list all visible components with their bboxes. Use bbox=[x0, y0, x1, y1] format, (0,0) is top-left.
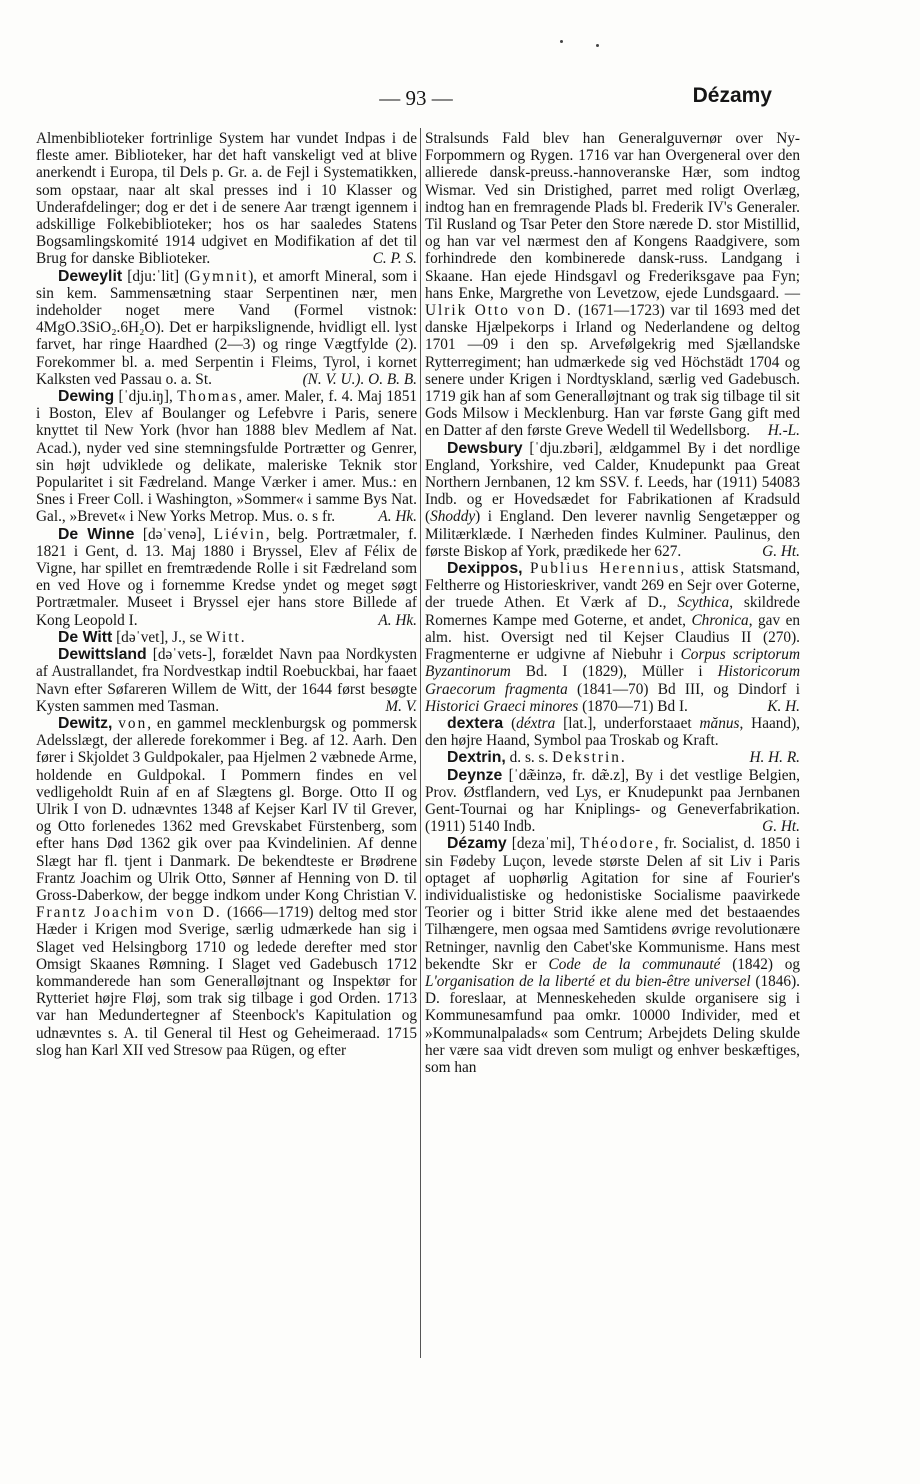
headword: Dézamy bbox=[447, 835, 507, 853]
entry-deynze: Deynze [ˈdæ̃inzə, fr. dæ̃.z], By i det vestlige Belgien, Prov. Østflandern, ved Lys, er Knudepunkt paa Jernbanen Gent-Tournai og har Kniplings- og Geneverfabrikation. (1911) 5140 Indb. G. Ht. bbox=[425, 766, 800, 836]
headword: Deynze bbox=[447, 766, 503, 784]
page-header bbox=[0, 84, 920, 116]
headword: Dewitz, bbox=[58, 714, 113, 732]
print-speck bbox=[596, 44, 599, 47]
headword: Dewittsland bbox=[58, 646, 147, 664]
author-signature: M. V. bbox=[385, 697, 417, 715]
entry-continuation: Almenbiblioteker fortrinlige System har vundet Indpas i de fleste amer. Biblioteker, har det haft vanskeligt ved at blive anerkendt i Europa, til Dels p. Gr. a. de Fejl i Systematikken, som opstaar, naar alt skal presses ind i 10 Klasser og Underafdelinger; dog er det i de senere Aar trængt igennem i adskillige Folkebiblioteker; hos os har saaledes Statens Bogsamlingskomité 1914 udgivet en Modifikation af det til Brug for danske Biblioteker. C. P. S. bbox=[36, 130, 417, 268]
author-signature: G. Ht. bbox=[762, 542, 800, 560]
entry-dewitz: Dewitz, von, en gammel mecklenburgsk og pommersk Adelsslægt, der allerede forekommer i Beg. af 12. Aarh. Den fører i Skjoldet 3 Guldpokaler, paa Hjelmen 2 væbnede Arme, holdende en Guldpokal. I Pommern findes en vel vedligeholdt Ruin af en af Slægtens gl. Borge. Otto II og Ulrik I von D. udnævntes 1348 af Kejser Karl IV til Grever, og Otto forlenedes 1362 med Grevskabet Fürstenberg, som efter hans Død 1362 gik over paa Kvindelinien. Af denne Slægt har fl. tjent i Danmark. De bekendteste er Brødrene Frantz Joachim og Ulrik Otto, Sønner af Henning von D. til Gross-Daberkow, der begge indkom under Kong Christian V. Frantz Joachim von D. (1666—1719) deltog med stor Hæder i Krigen mod Sverige, særlig udmærkede han sig i Slaget ved Helsingborg 1710 og ledede derefter med stor Omsigt Skaanes Rømning. I Slaget ved Gadebusch 1712 kommanderede han som Generalløjtnant og Inspektør for Rytteriet højre Fløj, som trak sig tilbage i god Orden. 1713 var han Medundertegner af Steenbock's Kapitulation og udnævntes s. A. til General til Hest og Geheimeraad. 1715 slog han Karl XII ved Stresow paa Rügen, og efter bbox=[36, 714, 417, 1059]
author-signature: A. Hk. bbox=[378, 611, 417, 629]
entry-dewsbury: Dewsbury [ˈdju.zbəri], ældgammel By i det nordlige England, Yorkshire, ved Calder, Knudepunkt paa Great Northern Jernbanen, 12 km SSV. f. Leeds, har (1911) 54083 Indb. og er Hovedsædet for Fabrikationen af Kradsuld (Shoddy) i England. Den leverer navnlig Sengetæpper og Militærklæde. I Nærheden findes Kulminer. Paulinus, den første Biskop af York, prædikede her 627. G. Ht. bbox=[425, 439, 800, 560]
entry-de-winne: De Winne [dəˈvenə], Liévin, belg. Portrætmaler, f. 1821 i Gent, d. 13. Maj 1880 i Bryssel, Elev af Félix de Vigne, har spillet en fremtrædende Rolle i sit Fædreland som en ved Hove og i fornemme Kredse yndet og meget søgt Portrætmaler. Museet i Bryssel ejer hans store Billede af Kong Leopold I. A. Hk. bbox=[36, 525, 418, 629]
author-signature: H. H. R. bbox=[749, 749, 800, 767]
entry-dextrin: Dextrin, d. s. s. Dekstrin. bbox=[447, 749, 625, 767]
entry-deweylit: Deweylit [dju:ˈlit] (Gymnit), et amorft Mineral, som i sin kem. Sammensætning staar Serpentinen nær, men indeholder noget mere Vand (Formel vistnok: 4MgO.3SiO₂.6H₂O). Det er harpikslignende, hvidligt ell. lyst farvet, har ringe Haardhed (2—3) og ringe Vægtfylde (2). Forekommer bl. a. med Serpentin i Fleims, Tyrol, i kornet Kalksten ved Passau o. a. St. (N. V. U.). O. B. B. bbox=[36, 267, 417, 388]
entry-dextera: dextera (déxtra [lat.], underforstaaet mănus, Haand), den højre Haand, Symbol paa Troskab og Kraft. H. H. R. bbox=[425, 714, 800, 767]
headword: Dexippos, bbox=[447, 560, 523, 578]
print-speck bbox=[560, 40, 563, 43]
entry-de-witt: De Witt [dəˈvet], J., se Witt. bbox=[58, 628, 245, 646]
page-number: — 93 — bbox=[379, 86, 453, 110]
author-signature: A. Hk. bbox=[378, 508, 417, 526]
author-signature: (N. V. U.). O. B. B. bbox=[302, 370, 417, 388]
author-signature: G. Ht. bbox=[762, 818, 800, 836]
entry-dexippos: Dexippos, Publius Herennius, attisk Statsmand, Feltherre og Historieskriver, vandt 269 en Sejr over Goterne, der truede Athen. Et Værk af D., Scythica, skildrede Romernes Kampe med Goterne, et andet, Chronica, gav en alm. hist. Oversigt ned til Kejser Claudius II (270). Fragmenterne er udgivne af Niebuhr i Corpus scriptorum Byzantinorum Bd. I (1829), Müller i Historicorum Graecorum fragmenta (1841—70) Bd III, og Dindorf i Historici Graeci minores (1870—71) Bd I. K. H. bbox=[425, 560, 801, 715]
headword: De Witt bbox=[58, 628, 113, 646]
running-head: Dézamy bbox=[692, 84, 772, 107]
headword: Dewing bbox=[58, 388, 115, 406]
headword: De Winne bbox=[58, 525, 135, 543]
headword: Dewsbury bbox=[447, 439, 523, 457]
headword: Dextrin, bbox=[447, 749, 506, 767]
author-signature: C. P. S. bbox=[372, 250, 417, 268]
entry-dewing: Dewing [ˈdju.iŋ], Thomas, amer. Maler, f. 4. Maj 1851 i Boston, Elev af Boulanger og Lefebvre i Paris, senere knyttet til New York (hvor han 1888 blev Medlem af Nat. Acad.), nyder ved sine stemningsfulde Portrætter og Genrer, sin højt udviklede og delikate, maleriske Teknik stor Popularitet i sit Fædreland. Mange Værker i amer. Mus.: en Snes i Freer Coll. i Washington, »Sommer« i samme Bys Nat. Gal., »Brevet« i New Yorks Metrop. Mus. o. s fr. A. Hk. bbox=[36, 388, 417, 526]
column-divider bbox=[420, 128, 421, 1358]
headword: dextera bbox=[447, 714, 504, 732]
entry-dezamy: Dézamy [dezaˈmi], Théodore, fr. Socialist, d. 1850 i sin Fødeby Luçon, levede største Delen af sit Liv i Paris optaget af uophørlig Agitation for sine af Fourier's individualistiske og hedonistiske Socialisme paavirkede Teorier og i bitter Strid ikke alene med det bestaaendes Tilhængere, men ogsaa med Samtidens øvrige revolutionære Retninger, navnlig den Cabet'ske Kommunisme. Hans mest bekendte Skr er Code de la communauté (1842) og L'organisation de la liberté et du bien-être universel (1846). D. foreslaar, at Menneskeheden skulde organisere sig i Kommunesamfund paa omkr. 10000 Individer, med et »Kommunalpalads« som Centrum; Arbejdets Deling skulde her være saa vidt dreven som muligt og enhver beskæftiges, som han bbox=[425, 835, 801, 1076]
left-column bbox=[36, 130, 417, 1059]
author-signature: K. H. bbox=[767, 697, 800, 715]
entry-dewitz-continued: Stralsunds Fald blev han Generalguvernør over Ny-Forpommern og Rygen. 1716 var han Overgeneral over den allierede dansk-preuss.-hannoveranske Hær, som indtog Wismar. Ved sin Dristighed, parret med roligt Overlæg, indtog han en fremragende Plads bl. Frederik IV's Generaler. Til Rusland og Tsar Peter den Store nærede D. stor Mistillid, og han var vel nærmest den af Kongens Raadgivere, som forhindrede den kombinerede dansk-russ. Landgang i Skaane. Han ejede Hindsgavl og Frederiksgave paa Fyn; hans Enke, Margrethe von Levetzow, ejede Lundsgaard. — Ulrik Otto von D. (1671—1723) var til 1693 med det danske Hjælpekorps i Irland og Nederlandene og deltog 1701 —09 i den sp. Arvefølgekrig med Sjællandske Rytterregiment; han udmærkede sig ved Höchstädt 1704 og senere under Krigen i Nordtyskland, særlig ved Gadebusch. 1719 gik han af som Generalløjtnant og trak sig tilbage til sit Gods Milsow i Mecklenburg. Han var første Gang gift med en Datter af den første Greve Wedell til Wedellsborg. H.-L. bbox=[425, 130, 800, 440]
right-column bbox=[425, 130, 800, 1076]
author-signature: H.-L. bbox=[767, 422, 800, 440]
headword: Deweylit bbox=[58, 267, 123, 285]
entry-dewittsland: Dewittsland [dəˈvets-], forældet Navn paa Nordkysten af Australlandet, fra Nordvestkap indtil Roebuckbai, har faaet Navn efter Søfareren Willem de Witt, der 1644 først besøgte Kysten sammen med Tasman. M. V. bbox=[36, 646, 417, 715]
